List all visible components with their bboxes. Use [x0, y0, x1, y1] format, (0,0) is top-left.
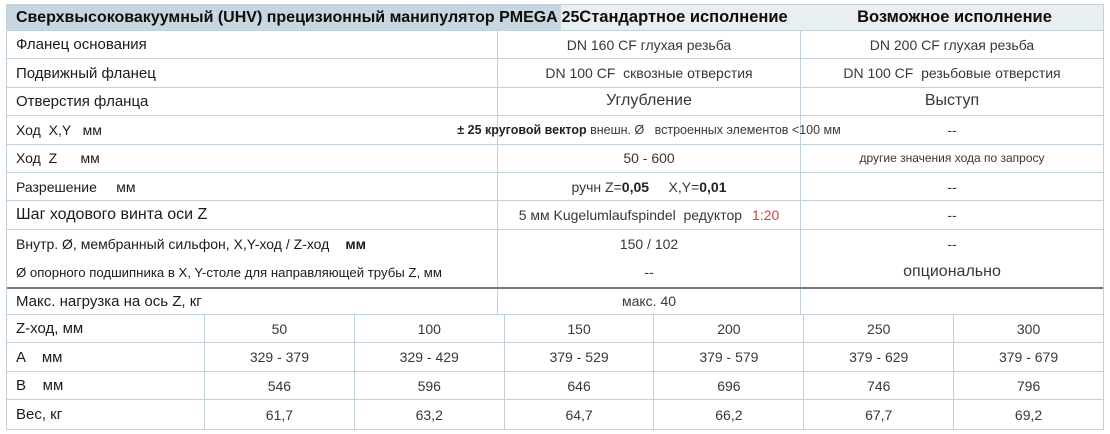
dim-b-value: 746 — [804, 372, 954, 400]
weight-value: 61,7 — [205, 400, 355, 429]
resolution-xy-value: 0,01 — [699, 178, 727, 195]
standard-value: -- — [498, 258, 801, 286]
possible-value — [801, 289, 1103, 314]
travel-xy-bold-part: ± 25 круговой вектор — [457, 122, 587, 137]
table-row-travel-xy — [7, 116, 1103, 144]
row-label: A мм — [7, 343, 205, 371]
standard-value: 50 - 600 — [498, 145, 801, 172]
dim-b-value: 646 — [505, 372, 655, 400]
row-label: Разрешение мм — [7, 173, 498, 200]
row-label: Отверстия фланца — [7, 88, 498, 115]
z-stroke-value: 50 — [205, 315, 355, 343]
row-label: Ход Z мм — [7, 145, 498, 172]
bellows-label-unit: мм — [345, 235, 367, 252]
standard-value: Углубление — [498, 88, 801, 115]
z-stroke-value: 100 — [355, 315, 505, 343]
table-row-weight — [7, 400, 1103, 429]
table-row-max-load — [7, 287, 1103, 315]
possible-value: DN 200 CF глухая резьба — [869, 36, 1035, 53]
resolution-z-value: 0,05 — [621, 178, 650, 195]
z-stroke-value: 200 — [654, 315, 804, 343]
weight-value: 66,2 — [654, 400, 804, 429]
possible-value: Выступ — [924, 92, 980, 110]
possible-value: опционально — [903, 263, 1001, 281]
row-label: Ø опорного подшипника в X, Y-столе для направляющей трубы Z, мм — [7, 258, 498, 286]
dim-a-value: 329 - 429 — [355, 343, 505, 371]
table-header-row — [7, 5, 1103, 31]
dim-a-value: 379 - 629 — [804, 343, 954, 371]
possible-value: DN 100 CF резьбовые отверстия — [843, 65, 1061, 82]
page-title: Сверхвысоковакуумный (UHV) прецизионный манипулятор PMEGA 25 — [7, 5, 561, 30]
dim-b-value: 796 — [1016, 377, 1041, 394]
table-row-flange-base — [7, 31, 1103, 59]
dim-a-value: 379 - 529 — [505, 343, 655, 371]
standard-value: 150 / 102 — [498, 230, 801, 258]
column-header-possible: Возможное исполнение — [857, 8, 1052, 26]
standard-value — [498, 201, 801, 228]
weight-value: 67,7 — [804, 400, 954, 429]
table-row-resolution — [7, 173, 1103, 201]
row-label: Макс. нагрузка на ось Z, кг — [7, 289, 498, 314]
weight-value: 64,7 — [505, 400, 655, 429]
screw-pitch-text: 5 мм Kugelumlaufspindel редуктор — [518, 207, 743, 224]
dim-b-value: 696 — [654, 372, 804, 400]
table-row-flange-holes — [7, 88, 1103, 116]
row-label: Ход X,Y мм — [7, 116, 498, 143]
dim-b-value: 546 — [205, 372, 355, 400]
standard-value — [457, 116, 841, 143]
row-label: Z-ход, мм — [7, 315, 205, 343]
resolution-xy: X,Y= — [649, 178, 700, 195]
table-row-screw-pitch — [7, 201, 1103, 229]
screw-pitch-ratio: 1:20 — [752, 207, 780, 224]
table-row-z-stroke — [7, 315, 1103, 344]
possible-value: -- — [947, 178, 957, 195]
z-stroke-value: 250 — [804, 315, 954, 343]
weight-value: 69,2 — [1014, 406, 1043, 423]
standard-value: DN 160 CF глухая резьба — [498, 31, 801, 58]
resolution-manual-z: ручн Z= — [571, 178, 622, 195]
table-row-flange-moving — [7, 59, 1103, 87]
row-label — [7, 230, 498, 258]
table-row-bellows — [7, 230, 1103, 258]
dim-a-value: 329 - 379 — [205, 343, 355, 371]
row-label: Вес, кг — [7, 400, 205, 429]
column-header-standard: Стандартное исполнение — [579, 8, 788, 26]
standard-value: DN 100 CF сквозные отверстия — [498, 59, 801, 86]
standard-value: макс. 40 — [498, 289, 801, 314]
table-row-dim-a — [7, 343, 1103, 372]
row-label: Шаг ходового винта оси Z — [7, 201, 498, 228]
possible-value: -- — [947, 121, 957, 138]
dim-a-value: 379 - 579 — [654, 343, 804, 371]
bellows-label-text: Внутр. Ø, мембранный сильфон, X,Y-ход / Z-ход — [16, 235, 330, 252]
travel-xy-rest-part: внешн. Ø встроенных элементов <100 мм — [586, 122, 841, 137]
table-row-bearing — [7, 258, 1103, 286]
table-row-travel-z — [7, 145, 1103, 173]
dim-b-value: 596 — [355, 372, 505, 400]
z-stroke-value: 300 — [1016, 320, 1041, 337]
row-label: Фланец основания — [7, 31, 498, 58]
spec-table — [6, 4, 1104, 430]
possible-value: -- — [947, 235, 957, 252]
weight-value: 63,2 — [355, 400, 505, 429]
possible-value: -- — [947, 207, 957, 224]
row-label: B мм — [7, 372, 205, 400]
standard-value — [498, 173, 801, 200]
z-stroke-value: 150 — [505, 315, 655, 343]
dim-a-value: 379 - 679 — [998, 349, 1059, 366]
table-row-dim-b — [7, 372, 1103, 401]
possible-value: другие значения хода по запросу — [859, 151, 1045, 166]
row-label: Подвижный фланец — [7, 59, 498, 86]
